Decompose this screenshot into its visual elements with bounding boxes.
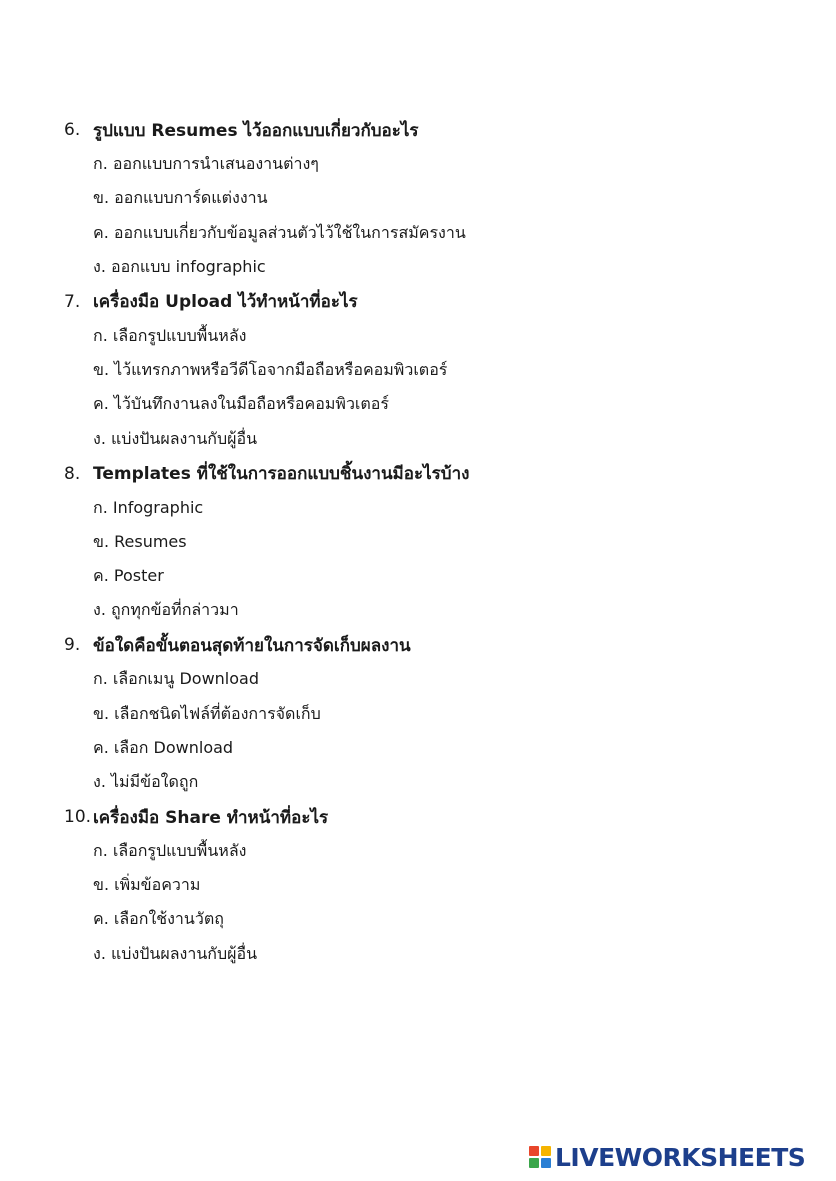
answer-option[interactable]: ข. เพิ่มข้อความ <box>93 875 201 895</box>
question-7 <box>64 285 804 457</box>
question-number: 9. <box>64 635 81 656</box>
logo-tile <box>529 1146 539 1156</box>
answer-option[interactable]: ข. เลือกชนิดไฟล์ที่ต้องการจัดเก็บ <box>93 703 321 723</box>
answer-option[interactable]: ค. เลือกใช้งานวัตถุ <box>93 909 224 929</box>
question-heading <box>64 113 804 148</box>
answer-option[interactable]: ก. Infographic <box>93 497 204 517</box>
answer-option[interactable]: ง. แบ่งปันผลงานกับผู้อื่น <box>93 943 258 963</box>
question-number: 10. <box>64 807 92 827</box>
liveworksheets-logo <box>529 1142 805 1172</box>
question-number: 6. <box>64 120 81 141</box>
answer-option[interactable]: ง. ออกแบบ infographic <box>93 257 266 277</box>
answer-option[interactable]: ก. เลือกรูปแบบพื้นหลัง <box>93 325 247 345</box>
answer-option[interactable]: ก. ออกแบบการนำเสนองานต่างๆ <box>93 154 319 174</box>
answer-option[interactable]: ง. ไม่มีข้อใดถูก <box>93 772 199 792</box>
logo-tiles-icon <box>529 1146 551 1168</box>
logo-tile <box>541 1158 551 1168</box>
question-heading <box>64 456 804 491</box>
question-heading <box>64 800 804 835</box>
question-number: 7. <box>64 291 81 312</box>
logo-tile <box>541 1146 551 1156</box>
answer-option[interactable]: ค. ไว้บันทึกงานลงในมือถือหรือคอมพิวเตอร์ <box>93 394 389 414</box>
question-heading <box>64 628 804 663</box>
question-10 <box>64 800 804 972</box>
answer-option[interactable]: ก. เลือกรูปแบบพื้นหลัง <box>93 840 247 860</box>
question-text: ข้อใดคือขั้นตอนสุดท้ายในการจัดเก็บผลงาน <box>93 635 411 656</box>
question-list <box>64 113 804 971</box>
question-6 <box>64 113 804 285</box>
question-heading <box>64 285 804 320</box>
answer-option[interactable]: ง. แบ่งปันผลงานกับผู้อื่น <box>93 428 258 448</box>
question-number: 8. <box>64 463 81 484</box>
question-text: เครื่องมือ Share ทำหน้าที่อะไร <box>93 807 329 828</box>
answer-option[interactable]: ค. ออกแบบเกี่ยวกับข้อมูลส่วนตัวไว้ใช้ในการสมัครงาน <box>93 222 466 242</box>
question-text: เครื่องมือ Upload ไว้ทำหน้าที่อะไร <box>93 292 358 313</box>
answer-option[interactable]: ข. Resumes <box>93 531 187 551</box>
answer-option[interactable]: ค. Poster <box>93 566 164 586</box>
question-9 <box>64 628 804 800</box>
logo-text: LIVEWORKSHEETS <box>555 1142 806 1172</box>
question-text: รูปแบบ Resumes ไว้ออกแบบเกี่ยวกับอะไร <box>93 120 419 141</box>
question-8 <box>64 456 804 628</box>
answer-option[interactable]: ข. ไว้แทรกภาพหรือวีดีโอจากมือถือหรือคอมพิวเตอร์ <box>93 360 448 380</box>
answer-option[interactable]: ง. ถูกทุกข้อที่กล่าวมา <box>93 600 239 620</box>
answer-option[interactable]: ก. เลือกเมนู Download <box>93 669 259 689</box>
logo-tile <box>529 1158 539 1168</box>
answer-option[interactable]: ค. เลือก Download <box>93 737 234 757</box>
question-text: Templates ที่ใช้ในการออกแบบชิ้นงานมีอะไรบ้าง <box>93 464 470 485</box>
answer-option[interactable]: ข. ออกแบบการ์ดแต่งงาน <box>93 188 268 208</box>
